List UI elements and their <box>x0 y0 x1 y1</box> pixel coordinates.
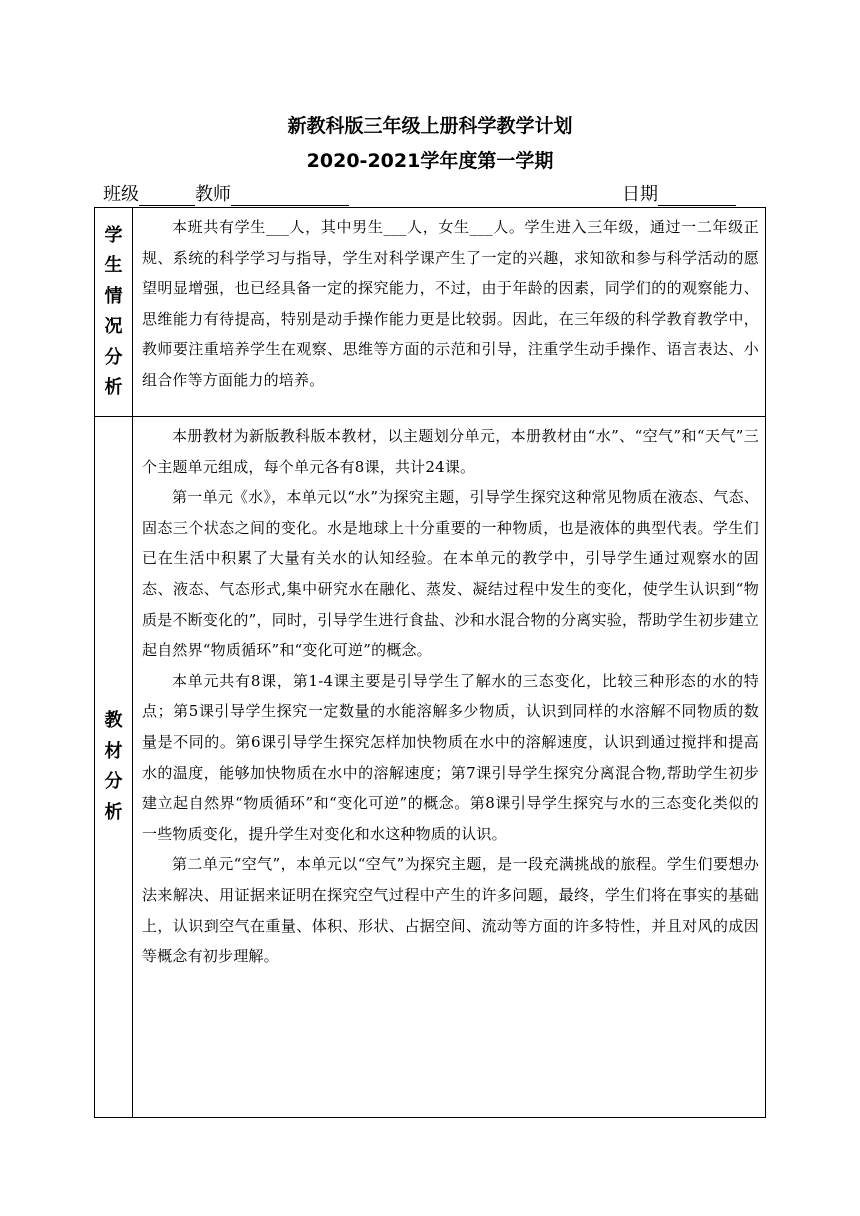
paragraph: 本册教材为新版教科版本教材，以主题划分单元，本册教材由“水”、“空气”和“天气”三个主题单元组成，每个单元各有8课，共计24课。 <box>142 427 759 476</box>
student-analysis-row <box>95 208 766 417</box>
label-char: 分 <box>104 346 123 368</box>
student-analysis-label <box>95 208 133 417</box>
label-char: 情 <box>104 285 123 307</box>
class-label: 班级 <box>103 184 139 205</box>
paragraph: 第一单元《水》，本单元以“水”为探究主题，引导学生探究这种常见物质在液态、气态、固态三个状态之间的变化。水是地球上十分重要的一种物质，也是液体的典型代表。学生们已在生活中积累了大量有关水的认知经验。在本单元的教学中，引导学生通过观察水的固态、液态、气态形式,集中研究水在融化、蒸发、凝结过程中发生的变化，使学生认识到“物质是不断变化的”，同时，引导学生进行食盐、沙和水混合物的分离实验，帮助学生初步建立起自然界“物质循环”和“变化可逆”的概念。 <box>142 488 759 660</box>
label-char: 教 <box>104 710 123 731</box>
label-char: 生 <box>104 255 123 276</box>
class-blank[interactable] <box>139 186 195 206</box>
paragraph: 第二单元“空气”，本单元以“空气”为探究主题，是一段充满挑战的旅程。学生们要想办法来解决、用证据来证明在探究空气过程中产生的许多问题，最终，学生们将在事实的基础上，认识到空气在重量、体积、形状、占据空间、流动等方面的许多特性，并且对风的成因等概念有初步理解。 <box>142 855 759 966</box>
label-char: 学 <box>104 224 123 246</box>
label-char: 析 <box>104 801 123 823</box>
label-char: 析 <box>104 377 123 398</box>
date-line <box>622 180 736 206</box>
teacher-blank[interactable] <box>231 186 349 206</box>
paragraph: 本班共有学生___人，其中男生___人，女生___人。学生进入三年级，通过一二年级正规、系统的科学学习与指导，学生对科学课产生了一定的兴趣，求知欲和参与科学活动的愿望明显增强，也已经具备一定的探究能力，不过，由于年龄的因素，同学们的的观察能力、思维能力有待提高，特别是动手操作能力更是比较弱。因此，在三年级的科学教育教学中，教师要注重培养学生在观察、思维等方面的示范和引导，注重学生动手操作、语言表达、小组合作等方面能力的培养。 <box>142 218 759 389</box>
date-blank[interactable] <box>658 186 736 206</box>
label-char: 况 <box>104 316 123 337</box>
textbook-analysis-content <box>133 417 766 1118</box>
student-analysis-content <box>133 208 766 417</box>
teacher-label: 教师 <box>195 184 231 205</box>
textbook-analysis-row <box>95 417 766 1118</box>
textbook-analysis-label <box>95 417 133 1118</box>
label-char: 分 <box>104 771 123 792</box>
date-label: 日期 <box>622 184 658 205</box>
teaching-plan-table <box>94 207 766 1118</box>
class-teacher-line <box>103 180 349 206</box>
paragraph: 本单元共有8课，第1-4课主要是引导学生了解水的三态变化，比较三种形态的水的特点；第5课引导学生探究一定数量的水能溶解多少物质，认识到同样的水溶解不同物质的数量是不同的。第6课引导学生探究怎样加快物质在水中的溶解速度，认识到通过搅拌和提高水的温度，能够加快物质在水中的溶解速度；第7课引导学生探究分离混合物,帮助学生初步建立起自然界“物质循环”和“变化可逆”的概念。第8课引导学生探究与水的三态变化类似的一些物质变化，提升学生对变化和水这种物质的认识。 <box>142 671 759 843</box>
label-char: 材 <box>104 740 123 762</box>
document-title: 新教科版三年级上册科学教学计划 <box>287 115 573 137</box>
document-subtitle: 2020-2021学年度第一学期 <box>306 150 554 172</box>
